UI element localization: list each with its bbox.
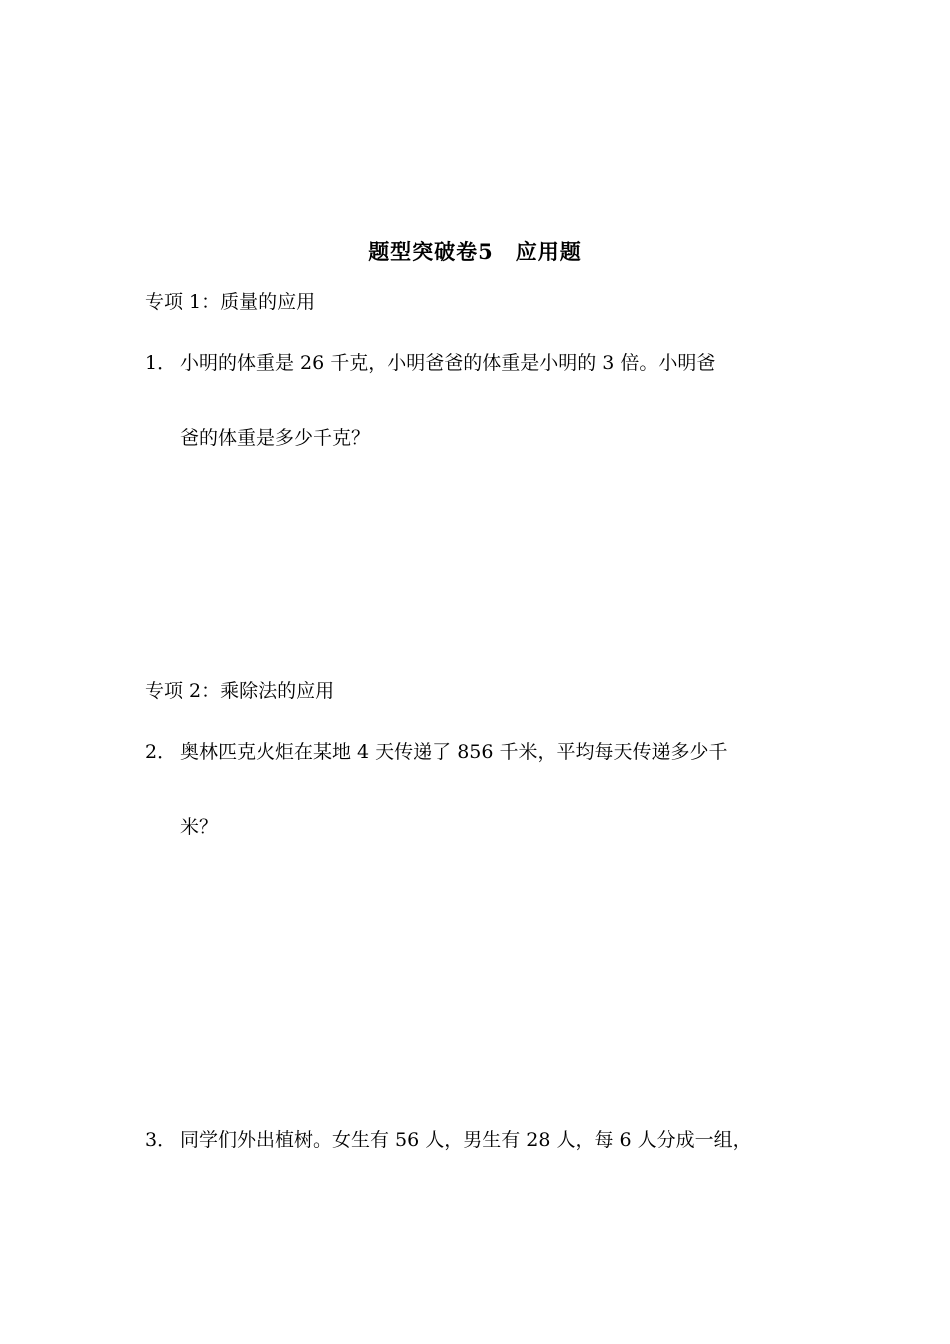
question-2-number: 2． xyxy=(145,741,177,763)
question-3-number: 3． xyxy=(145,1129,177,1151)
page-title: 题型突破卷5 应用题 xyxy=(368,239,582,264)
question-3-text-1: 同学们外出植树。女生有 56 人，男生有 28 人，每 6 人分成一组， xyxy=(180,1129,752,1151)
question-1 xyxy=(145,326,825,476)
question-1-text-2: 爸的体重是多少千克？ xyxy=(180,427,371,449)
section-heading-2: 专项 2：乘除法的应用 xyxy=(145,680,335,702)
question-2-text-2: 米？ xyxy=(180,816,219,838)
question-1-line-1 xyxy=(145,326,825,401)
question-3-line-1 xyxy=(145,1103,825,1178)
question-2 xyxy=(145,715,825,865)
question-2-text-1: 奥林匹克火炬在某地 4 天传递了 856 千米，平均每天传递多少千 xyxy=(180,741,728,763)
section-heading-1: 专项 1：质量的应用 xyxy=(145,291,316,313)
question-1-number: 1． xyxy=(145,352,177,374)
question-1-text-1: 小明的体重是 26 千克，小明爸爸的体重是小明的 3 倍。小明爸 xyxy=(180,352,716,374)
question-2-line-1 xyxy=(145,715,825,790)
question-3 xyxy=(145,1103,825,1178)
